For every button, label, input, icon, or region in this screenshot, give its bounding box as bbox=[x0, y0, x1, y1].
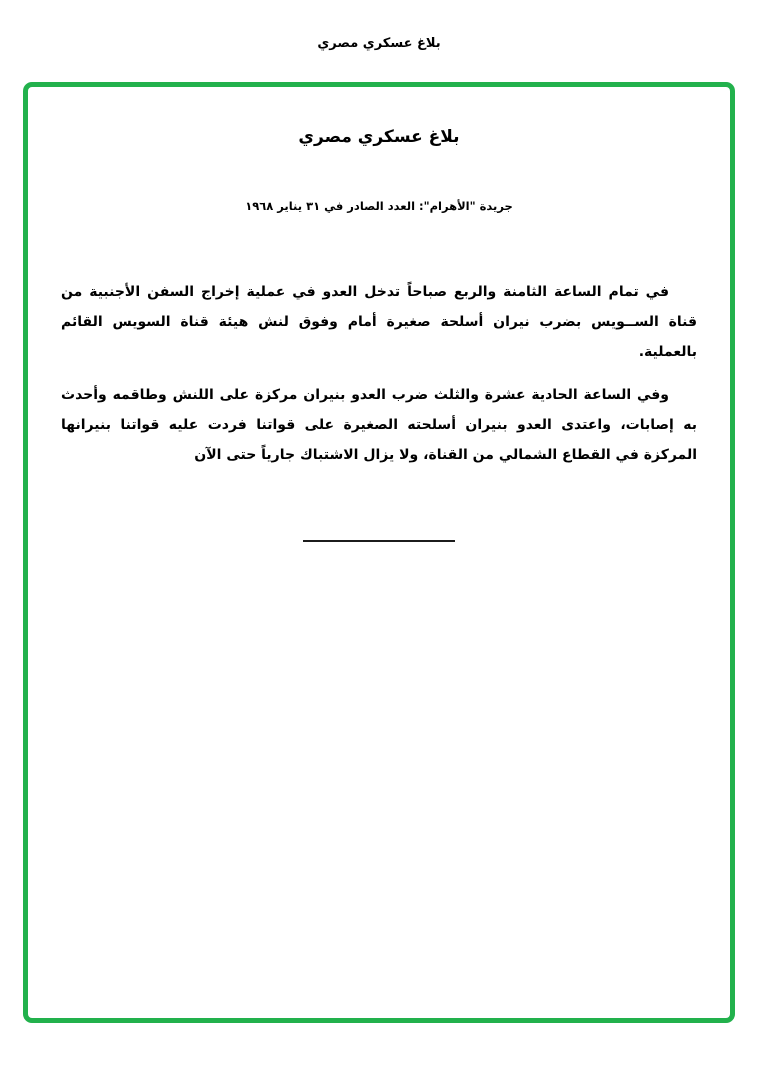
paragraph-1: في تمام الساعة الثامنة والربع صباحاً تدخل العدو في عملية إخراج السفن الأجنبية من قناة الســويس بضرب نيران أسلحة صغيرة أمام وفوق لنش هيئة قناة السويس القائم بالعملية. bbox=[61, 284, 697, 360]
end-divider-line bbox=[303, 540, 455, 542]
source-citation-line: جريدة "الأهرام": العدد الصادر في ٣١ يناير ١٩٦٨ bbox=[245, 199, 513, 213]
page-header-title: بلاغ عسكري مصري bbox=[317, 36, 441, 51]
communique-title: بلاغ عسكري مصري bbox=[298, 127, 460, 147]
communique-border-box bbox=[23, 82, 735, 1023]
paragraph-2: وفي الساعة الحادية عشرة والثلث ضرب العدو بنيران مركزة على اللنش وطاقمه وأحدث به إصابات، واعتدى العدو بنيران أسلحته الصغيرة على قواتنا فردت عليه قواتنا بنيرانها المركزة في القطاع الشمالي من القناة، ولا يزال الاشتباك جارياً حتى الآن bbox=[61, 387, 697, 463]
communique-body bbox=[28, 277, 730, 470]
